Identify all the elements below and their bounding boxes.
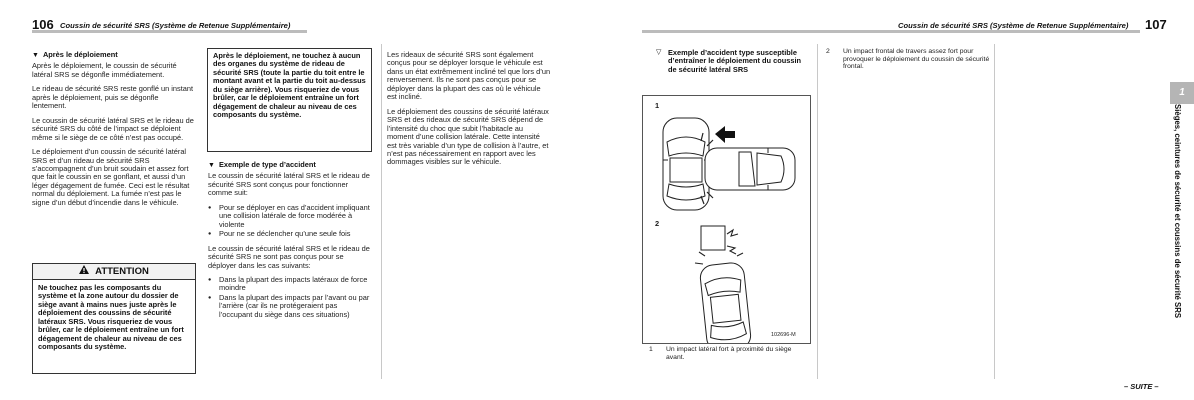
attention-header: ATTENTION bbox=[32, 263, 196, 280]
figure-caption-1 bbox=[649, 346, 809, 366]
side-impact-diagram bbox=[643, 96, 810, 343]
paragraph: Après le déploiement, le coussin de sécurité latéral SRS se dégonfle immédiatement. bbox=[32, 61, 177, 79]
caption-text: Un impact latéral fort à proximité du siège avant. bbox=[666, 346, 792, 361]
left-page-number: 106 bbox=[32, 17, 54, 32]
column-1 bbox=[32, 51, 195, 213]
figure-caption-2 bbox=[826, 48, 990, 78]
paragraph: Les rideaux de sécurité SRS sont également conçus pour se déployer lorsque le véhicule est dans un état extrêmement incliné tel que lors d’un renversement. Ils ne sont pas conçus pour se déployer dans la plupart des cas où le véhicule est incliné. bbox=[387, 50, 551, 102]
figure-code: 102696-M bbox=[771, 332, 796, 338]
down-triangle-icon: ▼ bbox=[32, 52, 39, 59]
paragraph: Le coussin de sécurité latéral SRS et le rideau de sécurité SRS ne sont pas conçus pour se déployer dans les cas suivants: bbox=[208, 243, 370, 270]
warning-text: Après le déploiement, ne touchez à aucun des organes du système de rideau de sécurité SRS (toute la partie du toit entre le montant avant et la partie du toit au-dessus du siège arrière). Vous risqueriez de vous brûler, car le déploiement entraîne un fort dégagement de chaleur au niveau de ces composants du système. bbox=[213, 51, 366, 120]
right-header-rule bbox=[642, 30, 1140, 33]
column-divider bbox=[994, 44, 995, 379]
left-header-title: Coussin de sécurité SRS (Système de Retenue Supplémentaire) bbox=[60, 21, 291, 30]
paragraph: Le déploiement des coussins de sécurité latéraux SRS et des rideaux de sécurité SRS dépend de l’intensité du choc que subit l’habitacle au moment d’une collision latérale. Cette intensité est très variable d’un type de collision à l’autre, et n’est pas nécessairement en rapport avec les dommages visibles sur le véhicule. bbox=[387, 106, 549, 167]
warning-icon bbox=[79, 264, 89, 279]
list-item: ● Pour se déployer en cas d’accident impliquant une collision latérale de force modérée à violente bbox=[208, 204, 371, 229]
column-divider bbox=[817, 44, 818, 379]
paragraph: Le coussin de sécurité latéral SRS et le rideau de sécurité SRS sont conçus pour fonctionner comme suit: bbox=[208, 171, 370, 198]
section-heading-after-deployment: ▼ Après le déploiement bbox=[32, 50, 118, 59]
column-3 bbox=[387, 51, 551, 173]
caption-text: Un impact frontal de travers assez fort pour provoquer le déploiement du coussin de sécurité frontal. bbox=[843, 48, 990, 71]
paragraph: Le rideau de sécurité SRS reste gonflé un instant après le déploiement, puis se dégonfle lentement. bbox=[32, 84, 194, 111]
chapter-tab[interactable]: 1 bbox=[1170, 82, 1194, 104]
column-4-heading bbox=[656, 49, 808, 76]
warning-box bbox=[207, 48, 372, 152]
down-triangle-icon: ▼ bbox=[208, 162, 215, 169]
outline-triangle-icon: ▽ bbox=[656, 49, 662, 56]
bullet-list bbox=[208, 276, 371, 319]
paragraph: Le déploiement d’un coussin de sécurité latéral SRS et d’un rideau de sécurité SRS s’accompagnent d’un bruit soudain et assez fort que fait le coussin en se gonflant, et aussi d’un léger dégagement de fumée. Ceci est le résultat normal du déploiement. La fumée n’est pas le signe d’un début d’incendie dans le véhicule. bbox=[32, 147, 190, 207]
caption-number: 2 bbox=[826, 48, 830, 55]
list-item: ● Dans la plupart des impacts latéraux de force moindre bbox=[208, 276, 371, 293]
chapter-title: Sièges, ceintures de sécurité et coussins de sécurité SRS bbox=[1173, 104, 1182, 319]
attention-text: Ne touchez pas les composants du système et la zone autour du dossier de siège avant à mains nues juste après le déploiement des coussins de sécurité latéraux SRS. Vous risqueriez de vous brûler, car le déploiement entraîne un fort dégagement de chaleur au niveau de ces composants du système. bbox=[38, 283, 184, 352]
figure-label-2: 2 bbox=[655, 219, 660, 228]
continued-label: – SUITE – bbox=[1124, 382, 1159, 391]
right-page-number: 107 bbox=[1145, 17, 1167, 32]
list-item: ● Pour ne se déclencher qu’une seule fois bbox=[208, 230, 371, 238]
caption-number: 1 bbox=[649, 346, 653, 353]
section-heading-example-accident: ▽ Exemple d’accident type susceptible d’entraîner le déploiement du coussin de sécurité latéral SRS bbox=[656, 48, 802, 74]
list-item: ● Dans la plupart des impacts par l’avant ou par l’arrière (car ils ne protégeraient pas l’occupant du siège dans ces situations) bbox=[208, 294, 371, 319]
section-heading-accident-type: ▼ Exemple de type d’accident bbox=[208, 160, 316, 169]
accident-illustration bbox=[642, 95, 811, 344]
column-divider bbox=[381, 44, 382, 379]
bullet-list bbox=[208, 204, 371, 239]
figure-label-1: 1 bbox=[655, 101, 660, 110]
attention-box bbox=[32, 279, 196, 374]
paragraph: Le coussin de sécurité latéral SRS et le rideau de sécurité SRS du côté de l’impact se déploient même si le siège de ce côté n’est pas occupé. bbox=[32, 115, 194, 142]
column-2 bbox=[208, 161, 371, 325]
left-header-rule bbox=[32, 30, 307, 33]
right-header-title: Coussin de sécurité SRS (Système de Retenue Supplémentaire) bbox=[898, 21, 1129, 30]
